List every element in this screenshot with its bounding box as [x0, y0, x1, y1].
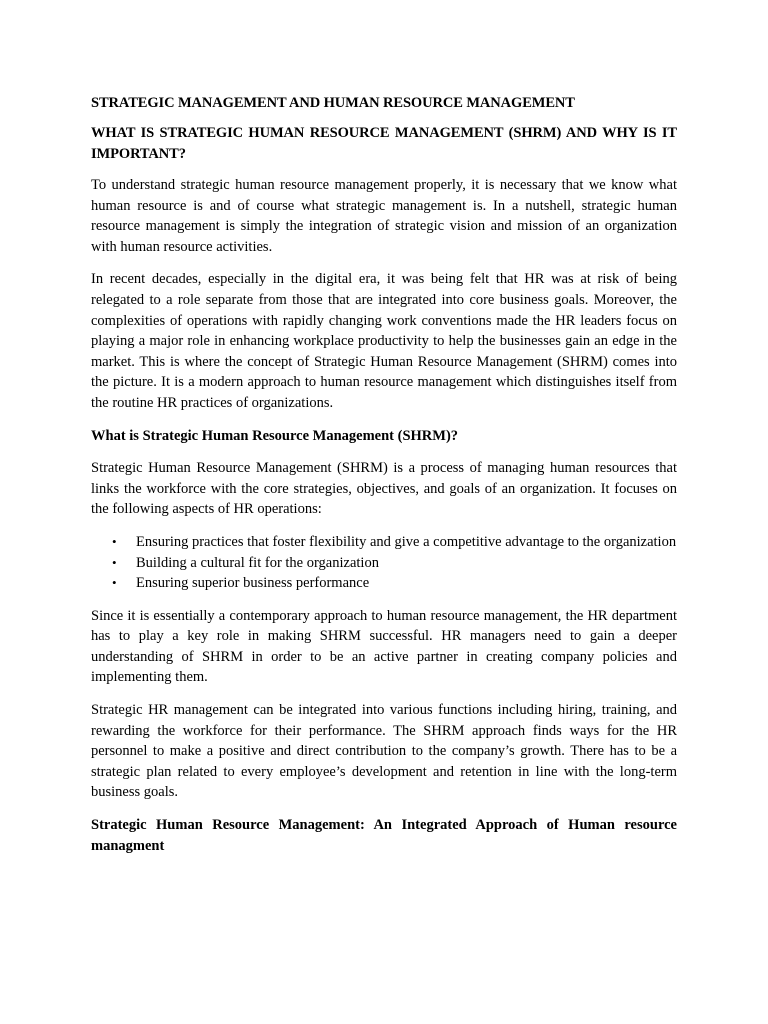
subheading-what-is-shrm: What is Strategic Human Resource Management (SHRM)?: [91, 427, 459, 444]
bullet-icon: •: [112, 533, 117, 549]
list-item-text: Ensuring practices that foster flexibility and give a competitive advantage to the organization: [136, 533, 677, 550]
main-heading: WHAT IS STRATEGIC HUMAN RESOURCE MANAGEMENT (SHRM) AND WHY IS IT IMPORTANT?: [91, 125, 677, 162]
document-title: STRATEGIC MANAGEMENT AND HUMAN RESOURCE MANAGEMENT: [91, 95, 575, 111]
list-item: [112, 573, 677, 594]
bullet-icon: •: [112, 575, 117, 591]
paragraph-intro: To understand strategic human resource management properly, it is necessary that we know what human resource is and of course what strategic management is. In a nutshell, strategic human resource management is simply the integration of strategic vision and mission of an organization with human resource activities.: [91, 177, 677, 255]
paragraph-context: In recent decades, especially in the digital era, it was being felt that HR was at risk of being relegated to a role separate from those that are integrated into core business goals. Moreover, the complexities of operations with rapidly changing work conventions made the HR leaders focus on playing a major role in enhancing workplace productivity to help the businesses gain an edge in the market. This is where the concept of Strategic Human Resource Management (SHRM) comes into the picture. It is a modern approach to human resource management which distinguishes itself from the routine HR practices of organizations.: [91, 271, 677, 411]
list-item: [112, 532, 677, 553]
bullet-icon: •: [112, 554, 117, 570]
aspects-bullet-list: [91, 532, 677, 594]
subheading-integrated-approach: Strategic Human Resource Management: An Integrated Approach of Human resource managment: [91, 817, 677, 854]
paragraph-hr-role: Since it is essentially a contemporary approach to human resource management, the HR department has to play a key role in making SHRM successful. HR managers need to gain a deeper understanding of SHRM in order to be an active partner in creating company policies and implementing them.: [91, 607, 677, 686]
list-item-text: Building a cultural fit for the organization: [136, 554, 379, 571]
paragraph-integration: Strategic HR management can be integrated into various functions including hiring, training, and rewarding the workforce for their performance. The SHRM approach finds ways for the HR personnel to make a positive and direct contribution to the company’s growth. There has to be a strategic plan related to every employee’s development and retention in line with the long-term business goals.: [91, 702, 677, 801]
document-page: [91, 93, 677, 868]
paragraph-definition: Strategic Human Resource Management (SHRM) is a process of managing human resources that links the workforce with the core strategies, objectives, and goals of an organization. It focuses on the following aspects of HR operations:: [91, 460, 677, 518]
list-item-text: Ensuring superior business performance: [136, 575, 370, 592]
list-item: [112, 553, 677, 574]
